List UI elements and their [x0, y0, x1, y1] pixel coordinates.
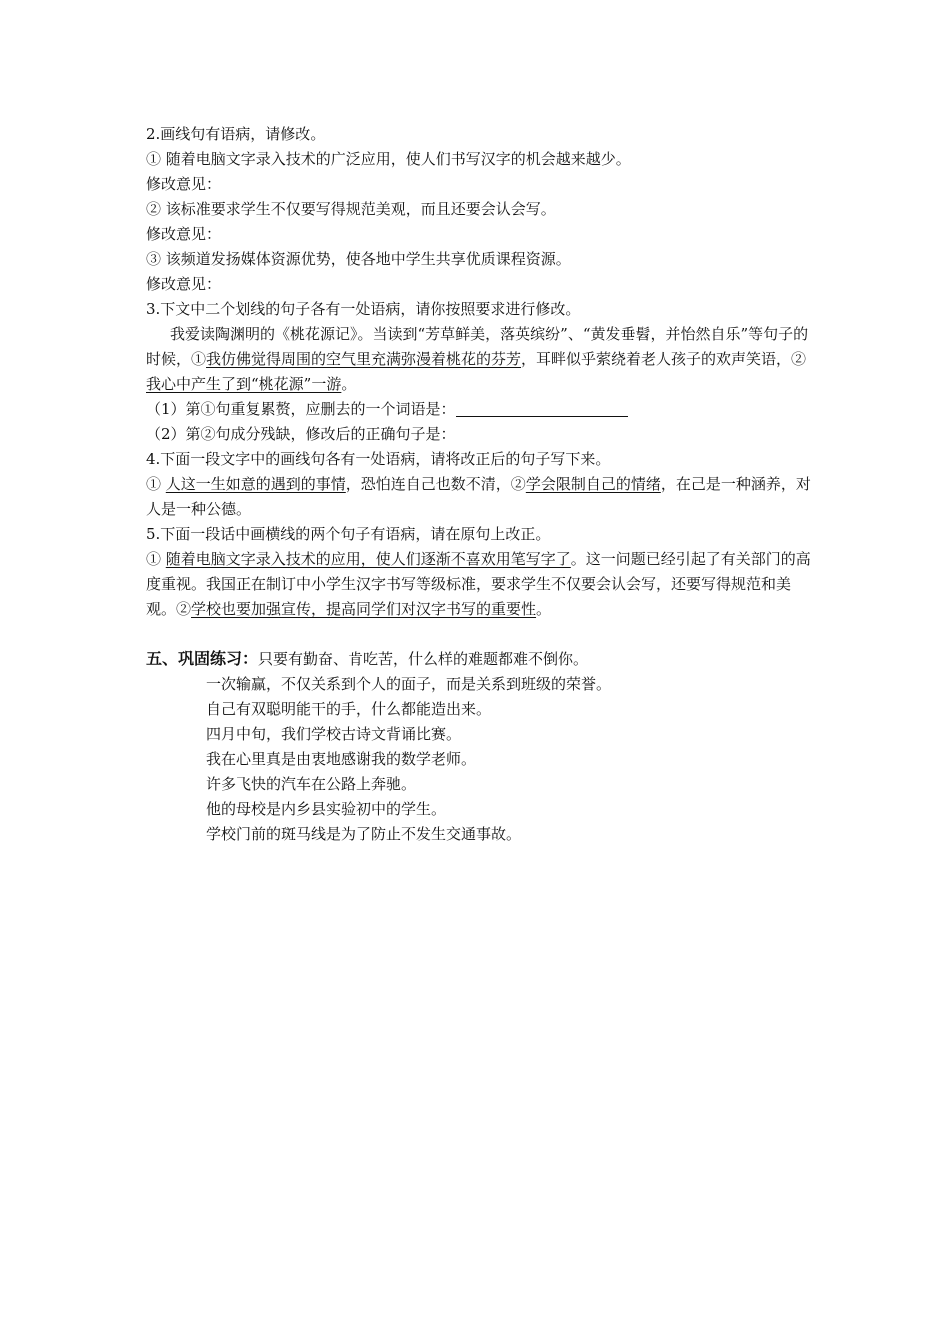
- section5-first-sentence: 只要有勤奋、肯吃苦，什么样的难题都难不倒你。: [258, 650, 589, 668]
- q3-passage-text-c: 。: [341, 375, 357, 393]
- q5-passage-text-c: 。: [536, 600, 552, 618]
- q2-revision-label-1: 修改意见：: [146, 175, 222, 193]
- q3-underlined-sentence-2: 我心中产生了到“桃花源”一游: [146, 375, 342, 393]
- q4-passage-text-a: ①: [146, 475, 166, 493]
- section5-title: 五、巩固练习：: [146, 649, 259, 668]
- q3-passage-text-b: ，耳畔似乎萦绕着老人孩子的欢声笑语，②: [521, 350, 807, 368]
- q5-passage: [146, 547, 811, 622]
- q4-underlined-sentence-1: 人这一生如意的遇到的事情: [165, 475, 346, 493]
- q2-revision-label-2: 修改意见：: [146, 225, 222, 243]
- q5-passage-text-b: 。这一问题已经引起了有关部门的高度重视。我国正在制订中小学生汉字书写等级标准，要求学生不仅要会认会写，还要写得规范和美观。②: [146, 550, 811, 618]
- practice-sentence: 自己有双聪明能干的手，什么都能造出来。: [206, 700, 492, 718]
- practice-sentence: 他的母校是内乡县实验初中的学生。: [206, 800, 447, 818]
- answer-blank[interactable]: [456, 400, 628, 417]
- q5-underlined-sentence-1: 随着电脑文字录入技术的应用，使人们逐渐不喜欢用笔写字了: [165, 550, 571, 568]
- section5-header: [146, 646, 811, 672]
- q2-revision-label-3: 修改意见：: [146, 275, 222, 293]
- q4-underlined-sentence-2: 学会限制自己的情绪: [525, 475, 661, 493]
- q4-passage-text-c: ，在己是一种涵养，对人是一种公德。: [146, 475, 811, 518]
- practice-sentence: 四月中旬，我们学校古诗文背诵比赛。: [206, 725, 462, 743]
- q3-sub-question-1-text: （1）第①句重复累赘，应删去的一个词语是：: [146, 400, 456, 418]
- q5-passage-text-a: ①: [146, 550, 166, 568]
- q5-title: 5.下面一段话中画横线的两个句子有语病，请在原句上改正。: [146, 525, 551, 543]
- q2-sentence-1: ① 随着电脑文字录入技术的广泛应用，使人们书写汉字的机会越来越少。: [146, 150, 631, 168]
- q3-sub-question-1: [146, 397, 811, 422]
- q3-title: 3.下文中二个划线的句子各有一处语病，请你按照要求进行修改。: [146, 300, 581, 318]
- q2-sentence-2: ② 该标准要求学生不仅要写得规范美观，而且还要会认会写。: [146, 200, 556, 218]
- practice-sentence: 许多飞快的汽车在公路上奔驰。: [206, 775, 417, 793]
- practice-list: [146, 672, 811, 847]
- q4-passage: [146, 472, 811, 522]
- practice-sentence: 学校门前的斑马线是为了防止不发生交通事故。: [206, 825, 522, 843]
- q3-underlined-sentence-1: 我仿佛觉得周围的空气里充满弥漫着桃花的芬芳: [206, 350, 522, 368]
- practice-sentence: 我在心里真是由衷地感谢我的数学老师。: [206, 750, 477, 768]
- q2-title: 2.画线句有语病，请修改。: [146, 125, 326, 143]
- q2-sentence-3: ③ 该频道发扬媒体资源优势，使各地中学生共享优质课程资源。: [146, 250, 571, 268]
- q3-passage-text-a: 我爱读陶渊明的《桃花源记》。当读到“芳草鲜美，落英缤纷”、“黄发垂髫，并怡然自乐”等句子的时候，①: [146, 325, 809, 368]
- worksheet-page: [146, 122, 811, 847]
- section-spacer: [146, 622, 811, 646]
- q4-passage-text-b: ，恐怕连自己也数不清，②: [345, 475, 526, 493]
- q3-passage: [146, 322, 811, 397]
- q3-sub-question-2: （2）第②句成分残缺，修改后的正确句子是：: [146, 425, 456, 443]
- practice-sentence: 一次输赢，不仅关系到个人的面子，而是关系到班级的荣誉。: [206, 675, 612, 693]
- q5-underlined-sentence-2: 学校也要加强宣传，提高同学们对汉字书写的重要性: [191, 600, 537, 618]
- q4-title: 4.下面一段文字中的画线句各有一处语病，请将改正后的句子写下来。: [146, 450, 611, 468]
